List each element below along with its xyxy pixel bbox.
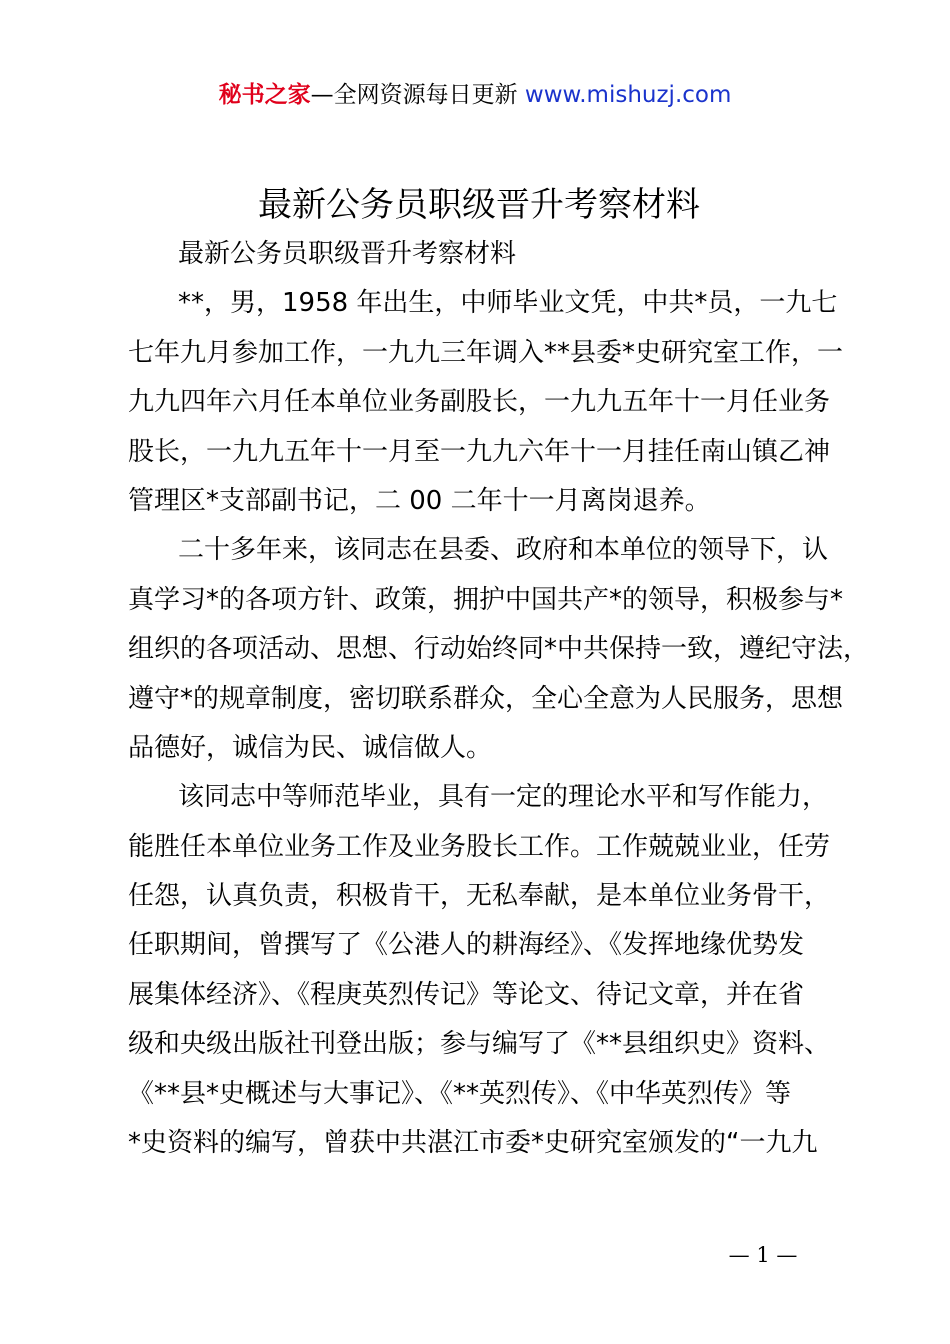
document-title: 最新公务员职级晋升考察材料 [258, 185, 700, 225]
body-line: *史资料的编写，曾获中共湛江市委*史研究室颁发的“一九九 [128, 1128, 818, 1159]
body-line: 管理区*支部副书记，二 00 二年十一月离岗退养。 [128, 485, 711, 516]
body-line: 真学习*的各项方针、政策，拥护中国共产*的领导，积极参与* [128, 584, 844, 615]
body-line: 《**县*史概述与大事记》、《**英烈传》、《中华英烈传》等 [128, 1078, 792, 1109]
body-line: 级和央级出版社刊登出版；参与编写了《**县组织史》资料、 [128, 1029, 831, 1060]
body-line: 七年九月参加工作，一九九三年调入**县委*史研究室工作，一 [128, 337, 844, 368]
body-line: 九九四年六月任本单位业务副股长，一九九五年十一月任业务 [128, 387, 831, 418]
body-line: 遵守*的规章制度，密切联系群众，全心全意为人民服务，思想 [128, 683, 844, 714]
body-line: 二十多年来，该同志在县委、政府和本单位的领导下，认 [178, 535, 829, 566]
body-line: 品德好，诚信为民、诚信做人。 [128, 732, 493, 763]
body-line: 股长，一九九五年十一月至一九九六年十一月挂任南山镇乙神 [128, 436, 831, 467]
page-number: — 1 — [728, 1243, 798, 1267]
body-line: 最新公务员职级晋升考察材料 [178, 239, 517, 269]
site-slogan: —全网资源每日更新 [310, 82, 518, 108]
body-line: **，男，1958 年出生，中师毕业文凭，中共*员，一九七 [178, 288, 838, 319]
body-line: 能胜任本单位业务工作及业务股长工作。工作兢兢业业，任劳 [128, 831, 831, 862]
body-line: 展集体经济》、《程庚英烈传记》等论文、待记文章，并在省 [128, 979, 805, 1010]
document-body [128, 230, 870, 1168]
body-line: 任怨，认真负责，积极肯干，无私奉献，是本单位业务骨干， [128, 881, 831, 912]
body-line: 组织的各项活动、思想、行动始终同*中共保持一致，遵纪守法， [128, 634, 870, 665]
body-line: 任职期间，曾撰写了《公港人的耕海经》、《发挥地缘优势发 [128, 930, 805, 961]
body-line: 该同志中等师范毕业，具有一定的理论水平和写作能力， [178, 782, 829, 813]
site-header [0, 78, 950, 112]
site-url-link[interactable]: www.mishuzj.com [524, 82, 732, 108]
site-brand: 秘书之家 [218, 82, 311, 108]
